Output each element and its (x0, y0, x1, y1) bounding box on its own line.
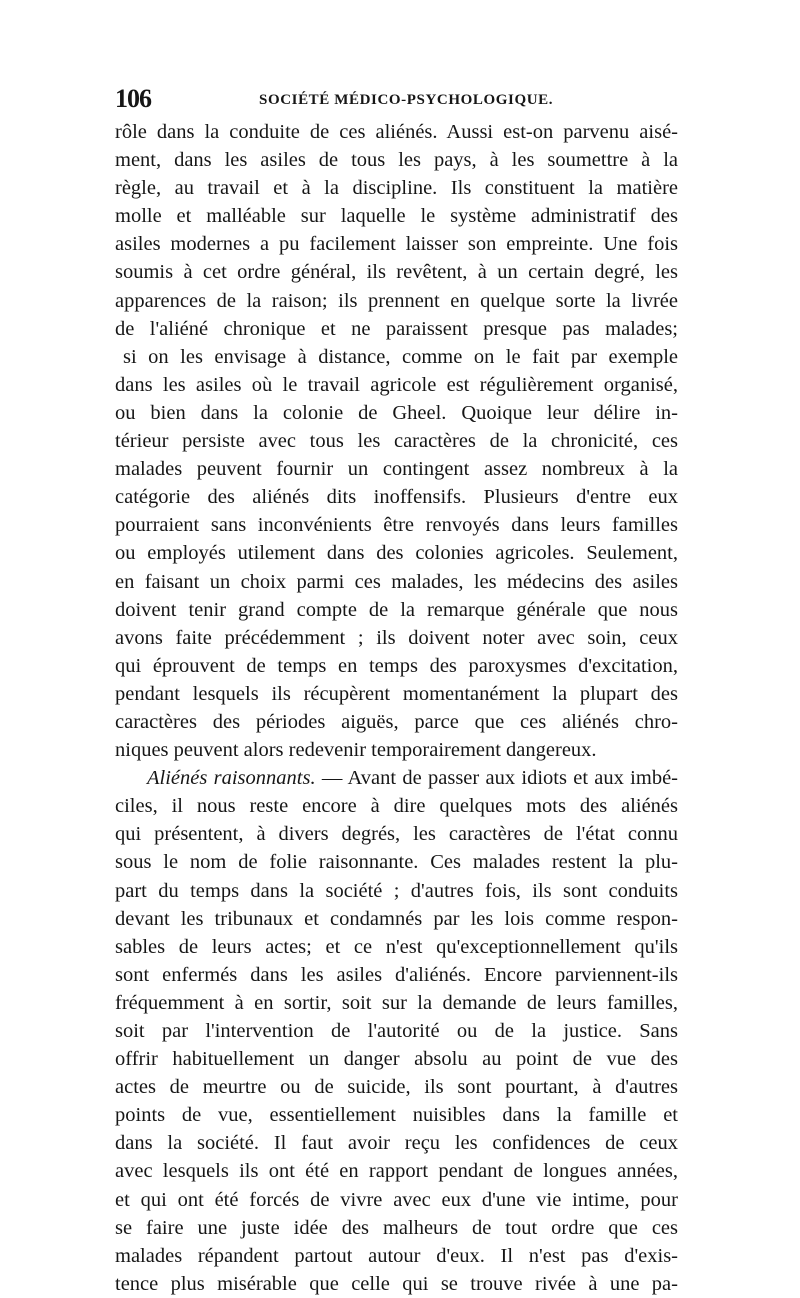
text-line: dans les asiles où le travail agricole est régulièrement organisé, (115, 373, 678, 396)
text-line: tence plus misérable que celle qui se trouve rivée à une pa- (115, 1272, 678, 1295)
text-line: niques peuvent alors redevenir temporairement dangereux. (115, 739, 597, 762)
section-subheading: Aliénés raisonnants. (147, 767, 316, 790)
text-line: se faire une juste idée des malheurs de tout ordre que ces (115, 1216, 678, 1239)
text-line: actes de meurtre ou de suicide, ils sont pourtant, à d'autres (115, 1076, 678, 1099)
text-line: malades répandent partout autour d'eux. Il n'est pas d'exis- (115, 1244, 678, 1267)
text-line: sous le nom de folie raisonnante. Ces malades restent la plu- (115, 851, 678, 874)
text-line: part du temps dans la société ; d'autres fois, ils sont conduits (115, 879, 678, 902)
text-line: avec lesquels ils ont été en rapport pendant de longues années, (115, 1160, 678, 1183)
text-line: qui éprouvent de temps en temps des paroxysmes d'excitation, (115, 654, 678, 677)
text-line: sables de leurs actes; et ce n'est qu'exceptionnellement qu'ils (115, 935, 678, 958)
text-line: rôle dans la conduite de ces aliénés. Aussi est-on parvenu aisé- (115, 121, 678, 143)
text-line: ment, dans les asiles de tous les pays, à les soumettre à la (115, 149, 678, 172)
text-line: si on les envisage à distance, comme on le fait par exemple (123, 345, 678, 368)
text-line: malades peuvent fournir un contingent assez nombreux à la (115, 458, 678, 481)
text-line: règle, au travail et à la discipline. Ils constituent la matière (115, 177, 678, 200)
text-line: pendant lesquels ils récupèrent momentanément la plupart des (115, 682, 678, 705)
text-line: fréquemment à en sortir, soit sur la demande de leurs familles, (115, 991, 678, 1014)
text-line: avons faite précédemment ; ils doivent noter avec soin, ceux (115, 626, 678, 649)
text-line: térieur persiste avec tous les caractères de la chronicité, ces (115, 430, 678, 453)
text-line: soumis à cet ordre général, ils revêtent, à un certain degré, les (115, 261, 678, 284)
text-line: qui présentent, à divers degrés, les caractères de l'état connu (115, 823, 678, 846)
book-page (115, 84, 678, 1298)
text-line: soit par l'intervention de l'autorité ou de la justice. Sans (115, 1020, 678, 1042)
running-title: SOCIÉTÉ MÉDICO-PSYCHOLOGIQUE. (259, 92, 554, 108)
text-line: ou employés utilement dans des colonies agricoles. Seulement, (115, 542, 678, 565)
text-line: dans la société. Il faut avoir reçu les confidences de ceux (115, 1132, 678, 1155)
text-line: devant les tribunaux et condamnés par les lois comme respon- (115, 907, 678, 930)
text-line-rest: — Avant de passer aux idiots et aux imbé- (315, 767, 678, 790)
text-line: sont enfermés dans les asiles d'aliénés. Encore parviennent-ils (115, 963, 678, 986)
text-line: offrir habituellement un danger absolu au point de vue des (115, 1048, 678, 1071)
text-line: pourraient sans inconvénients être renvoyés dans leurs familles (115, 514, 678, 537)
text-line: molle et malléable sur laquelle le système administratif des (115, 205, 678, 228)
text-line: asiles modernes a pu facilement laisser son empreinte. Une fois (115, 233, 678, 256)
text-line: ciles, il nous reste encore à dire quelques mots des aliénés (115, 795, 678, 818)
text-line: ou bien dans la colonie de Gheel. Quoique leur délire in- (115, 401, 678, 424)
text-line: caractères des périodes aiguës, parce que ces aliénés chro- (115, 710, 678, 733)
text-line: apparences de la raison; ils prennent en quelque sorte la livrée (115, 289, 678, 312)
text-line: points de vue, essentiellement nuisibles dans la famille et (115, 1104, 678, 1127)
text-line: et qui ont été forcés de vivre avec eux d'une vie intime, pour (115, 1188, 678, 1211)
running-head (115, 84, 678, 118)
page-number: 106 (115, 84, 151, 113)
text-line: doivent tenir grand compte de la remarque générale que nous (115, 598, 678, 621)
text-line: de l'aliéné chronique et ne paraissent presque pas malades; (115, 317, 678, 340)
body-text (115, 118, 678, 1298)
paragraph-start-line (115, 764, 678, 792)
text-line: catégorie des aliénés dits inoffensifs. Plusieurs d'entre eux (115, 486, 678, 509)
text-line: en faisant un choix parmi ces malades, les médecins des asiles (115, 570, 678, 593)
